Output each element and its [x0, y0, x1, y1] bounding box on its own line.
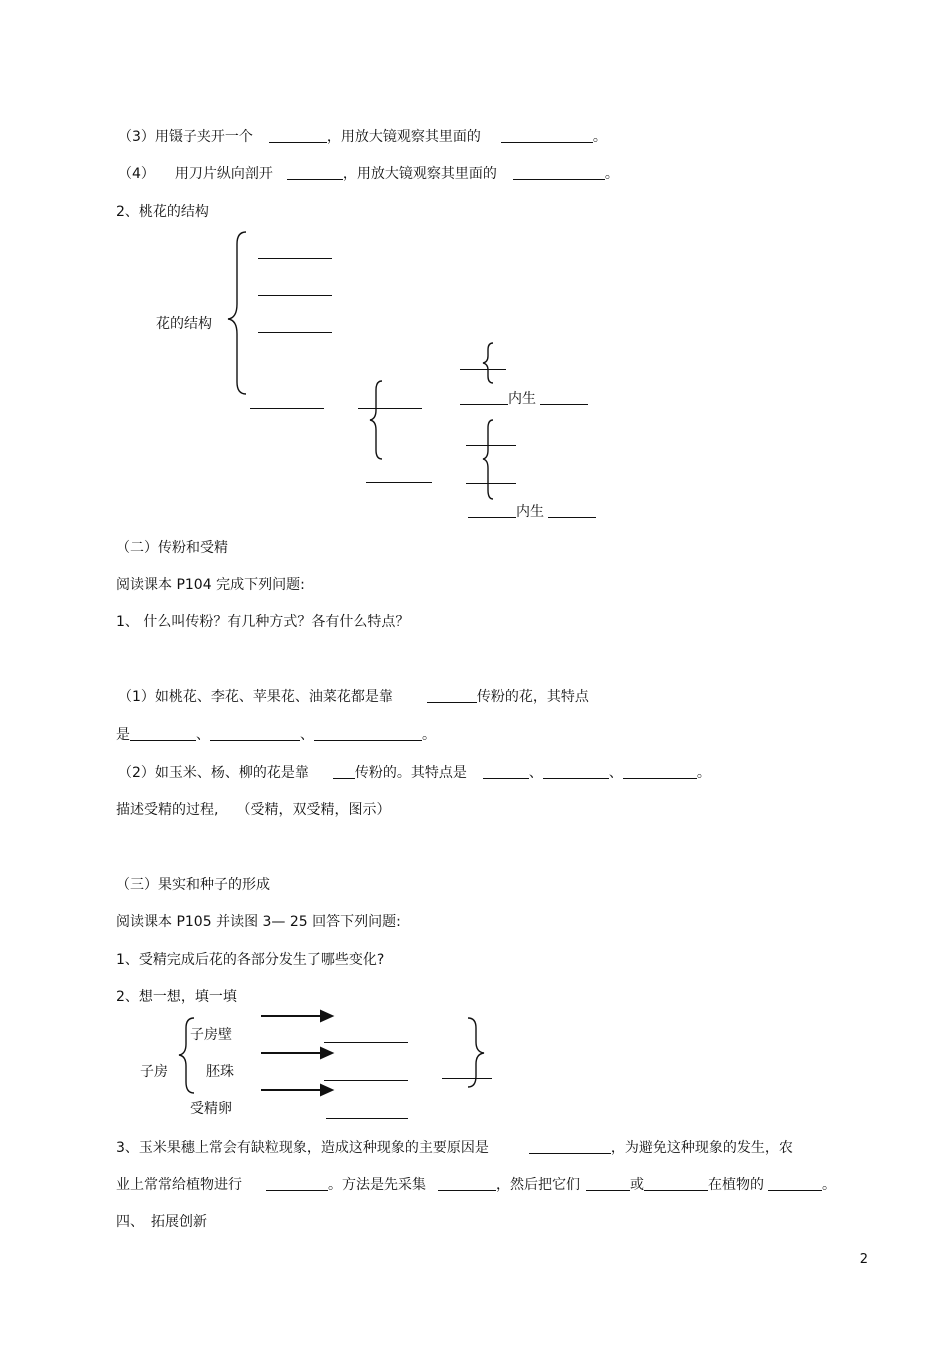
arrow-head-icon: [321, 1011, 332, 1021]
question-3-2: 2、想一想，填一填: [116, 989, 237, 1005]
arrow-head-icon: [321, 1085, 332, 1095]
question-4-text-a: （4）: [118, 166, 155, 182]
blank-field[interactable]: [266, 1176, 328, 1191]
question-3-3-text-e: ，然后把它们: [496, 1177, 580, 1193]
separator: 、: [528, 765, 543, 781]
question-3-3-text-g: 在植物的: [708, 1177, 764, 1193]
separator: 、: [300, 727, 314, 743]
read-p104: 阅读课本 P104 完成下列问题:: [116, 577, 305, 593]
question-3-3-text-b: ，为避免这种现象的发生，农: [610, 1140, 793, 1156]
ovary-brace: [179, 1018, 194, 1093]
question-3-3-text-d: 。方法是先采集: [328, 1177, 426, 1193]
question-2-1-2-text-a: （2）如玉米、杨、柳的花是靠: [118, 765, 309, 781]
section-2-title: （二）传粉和受精: [116, 540, 228, 556]
section-3-title: （三）果实和种子的形成: [116, 877, 270, 893]
question-2-1-2-text-end: 。: [696, 765, 711, 781]
blank-field[interactable]: [586, 1176, 630, 1191]
question-3-1: 1、受精完成后花的各部分发生了哪些变化?: [116, 952, 385, 968]
question-4-text-d: 。: [604, 166, 619, 182]
peach-structure-title: 2、桃花的结构: [116, 204, 209, 220]
question-3-text-a: （3）用镊子夹开一个: [118, 129, 253, 145]
ovary-root-label: 子房: [140, 1064, 168, 1080]
fertilization-text: 描述受精的过程,: [116, 802, 219, 818]
question-3-3-continued: [116, 1176, 836, 1194]
blank-field[interactable]: [529, 1139, 611, 1154]
blank-field[interactable]: [768, 1176, 822, 1191]
question-2-1-1-text-end: 。: [422, 727, 436, 743]
section-4-title: 四、 拓展创新: [116, 1214, 207, 1230]
page-number: 2: [859, 1252, 868, 1267]
fertilization-hint: （受精，双受精，图示）: [236, 802, 391, 818]
question-3-text-c: 。: [592, 129, 607, 145]
question-3-3-text-a: 3、玉米果穗上常会有缺粒现象，造成这种现象的主要原因是: [116, 1140, 489, 1156]
read-p105: 阅读课本 P105 并读图 3— 25 回答下列问题:: [116, 914, 401, 930]
ovule-label: 胚珠: [206, 1064, 234, 1080]
fertilized-egg-label: 受精卵: [190, 1101, 232, 1117]
blank-field[interactable]: [438, 1176, 496, 1191]
question-2-1-1-text-b: 传粉的花，其特点: [476, 689, 589, 705]
blank-field[interactable]: [644, 1176, 708, 1191]
question-4-text-b: 用刀片纵向剖开: [174, 166, 273, 182]
question-3-3: [116, 1139, 793, 1157]
inner-label: 内生: [508, 391, 536, 407]
arrow-head-icon: [321, 1048, 332, 1058]
separator: 、: [196, 727, 210, 743]
question-2-1-2-text-b: 传粉的。其特点是: [354, 765, 467, 781]
question-2-1-1-text-a: （1）如桃花、李花、苹果花、油菜花都是靠: [118, 689, 393, 705]
separator: 、: [608, 765, 623, 781]
right-brace: [468, 1018, 484, 1087]
question-3-3-text-f: 或: [630, 1177, 644, 1193]
question-4-text-c: ，用放大镜观察其里面的: [342, 166, 497, 182]
ovary-wall-label: 子房壁: [190, 1027, 232, 1043]
question-3-text-b: ，用放大镜观察其里面的: [326, 129, 481, 145]
question-2-1-1-text-shi: 是: [116, 727, 130, 743]
inner-label: 内生: [516, 504, 544, 520]
question-3-3-text-c: 业上常常给植物进行: [116, 1177, 242, 1193]
question-2-1: 1、 什么叫传粉？有几种方式？各有什么特点？: [116, 614, 410, 630]
flower-structure-label: 花的结构: [156, 316, 212, 332]
question-3-3-text-h: 。: [822, 1177, 836, 1193]
